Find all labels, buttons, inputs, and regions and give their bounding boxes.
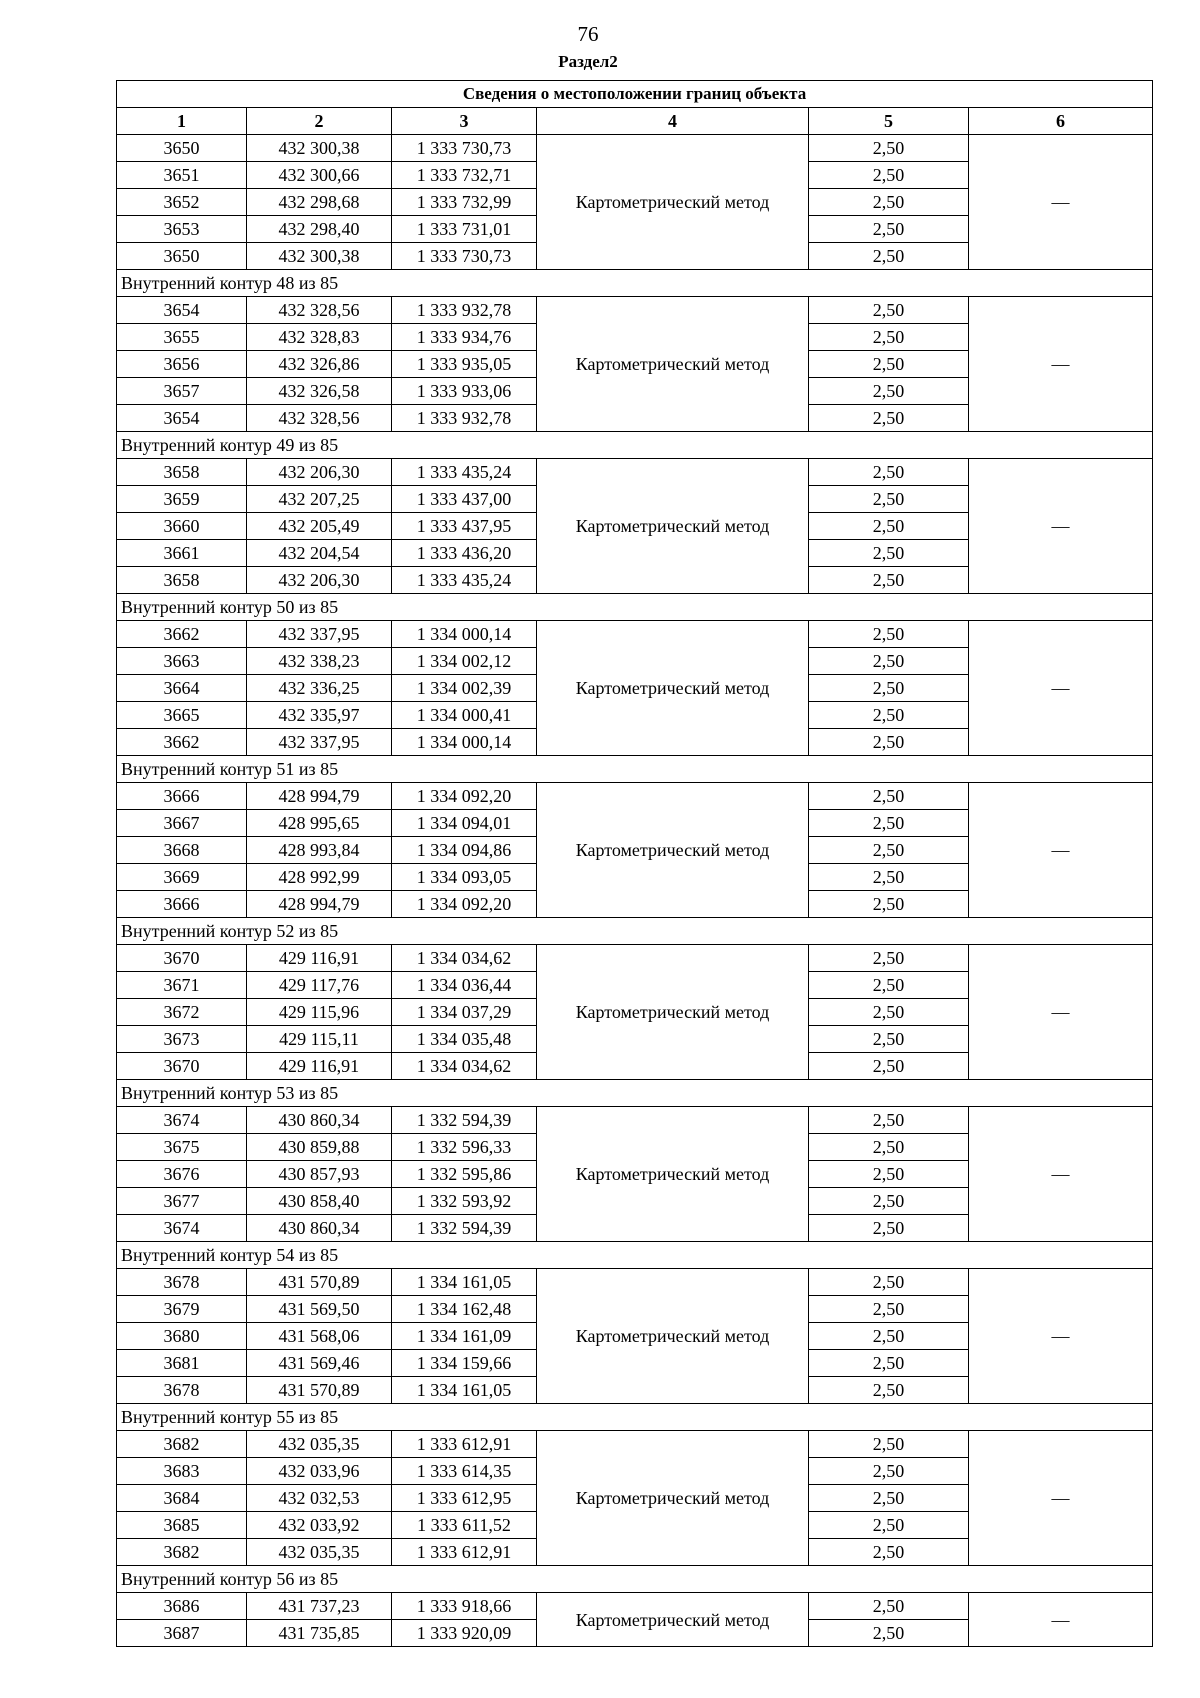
page-number: 76 <box>577 22 599 46</box>
x-coordinate-cell: 432 205,49 <box>247 513 392 540</box>
description-cell: — <box>969 1269 1153 1404</box>
x-coordinate-cell: 431 737,23 <box>247 1593 392 1620</box>
x-coordinate-cell: 432 300,38 <box>247 243 392 270</box>
point-number-cell: 3666 <box>117 891 247 918</box>
y-coordinate-cell: 1 333 612,91 <box>392 1431 537 1458</box>
x-coordinate-cell: 429 116,91 <box>247 945 392 972</box>
column-header: 3 <box>392 108 537 135</box>
accuracy-cell: 2,50 <box>809 1269 969 1296</box>
accuracy-cell: 2,50 <box>809 459 969 486</box>
accuracy-cell: 2,50 <box>809 540 969 567</box>
point-number-cell: 3658 <box>117 567 247 594</box>
table-row <box>117 783 1153 810</box>
y-coordinate-cell: 1 333 732,99 <box>392 189 537 216</box>
x-coordinate-cell: 430 858,40 <box>247 1188 392 1215</box>
description-cell: — <box>969 459 1153 594</box>
method-cell: Картометрический метод <box>537 621 809 756</box>
point-number-cell: 3660 <box>117 513 247 540</box>
accuracy-cell: 2,50 <box>809 729 969 756</box>
point-number-cell: 3674 <box>117 1107 247 1134</box>
column-header-row <box>117 108 1153 135</box>
point-number-cell: 3651 <box>117 162 247 189</box>
x-coordinate-cell: 432 328,83 <box>247 324 392 351</box>
x-coordinate-cell: 431 569,50 <box>247 1296 392 1323</box>
contour-label: Внутренний контур 56 из 85 <box>117 1566 1153 1593</box>
table-row <box>117 1269 1153 1296</box>
point-number-cell: 3670 <box>117 945 247 972</box>
x-coordinate-cell: 432 035,35 <box>247 1431 392 1458</box>
y-coordinate-cell: 1 332 594,39 <box>392 1107 537 1134</box>
contour-label: Внутренний контур 49 из 85 <box>117 432 1153 459</box>
x-coordinate-cell: 429 117,76 <box>247 972 392 999</box>
point-number-cell: 3656 <box>117 351 247 378</box>
method-cell: Картометрический метод <box>537 297 809 432</box>
y-coordinate-cell: 1 333 730,73 <box>392 135 537 162</box>
description-cell: — <box>969 1593 1153 1647</box>
method-cell: Картометрический метод <box>537 1269 809 1404</box>
x-coordinate-cell: 432 337,95 <box>247 621 392 648</box>
x-coordinate-cell: 428 993,84 <box>247 837 392 864</box>
contour-label: Внутренний контур 48 из 85 <box>117 270 1153 297</box>
column-header: 5 <box>809 108 969 135</box>
accuracy-cell: 2,50 <box>809 1188 969 1215</box>
point-number-cell: 3652 <box>117 189 247 216</box>
table-row <box>117 945 1153 972</box>
x-coordinate-cell: 432 035,35 <box>247 1539 392 1566</box>
x-coordinate-cell: 429 115,96 <box>247 999 392 1026</box>
accuracy-cell: 2,50 <box>809 891 969 918</box>
contour-row <box>117 918 1153 945</box>
point-number-cell: 3669 <box>117 864 247 891</box>
point-number-cell: 3678 <box>117 1377 247 1404</box>
y-coordinate-cell: 1 333 918,66 <box>392 1593 537 1620</box>
table-row <box>117 1593 1153 1620</box>
point-number-cell: 3659 <box>117 486 247 513</box>
table-row <box>117 621 1153 648</box>
contour-row <box>117 756 1153 783</box>
x-coordinate-cell: 432 207,25 <box>247 486 392 513</box>
accuracy-cell: 2,50 <box>809 1350 969 1377</box>
point-number-cell: 3685 <box>117 1512 247 1539</box>
y-coordinate-cell: 1 334 002,12 <box>392 648 537 675</box>
y-coordinate-cell: 1 333 934,76 <box>392 324 537 351</box>
point-number-cell: 3676 <box>117 1161 247 1188</box>
x-coordinate-cell: 432 335,97 <box>247 702 392 729</box>
point-number-cell: 3674 <box>117 1215 247 1242</box>
x-coordinate-cell: 430 860,34 <box>247 1107 392 1134</box>
y-coordinate-cell: 1 333 933,06 <box>392 378 537 405</box>
table-row <box>117 1107 1153 1134</box>
x-coordinate-cell: 432 206,30 <box>247 567 392 594</box>
point-number-cell: 3661 <box>117 540 247 567</box>
contour-row <box>117 432 1153 459</box>
y-coordinate-cell: 1 334 092,20 <box>392 783 537 810</box>
accuracy-cell: 2,50 <box>809 405 969 432</box>
accuracy-cell: 2,50 <box>809 1377 969 1404</box>
accuracy-cell: 2,50 <box>809 675 969 702</box>
point-number-cell: 3670 <box>117 1053 247 1080</box>
method-cell: Картометрический метод <box>537 945 809 1080</box>
contour-label: Внутренний контур 50 из 85 <box>117 594 1153 621</box>
accuracy-cell: 2,50 <box>809 351 969 378</box>
point-number-cell: 3658 <box>117 459 247 486</box>
x-coordinate-cell: 431 570,89 <box>247 1377 392 1404</box>
method-cell: Картометрический метод <box>537 1593 809 1647</box>
point-number-cell: 3663 <box>117 648 247 675</box>
accuracy-cell: 2,50 <box>809 648 969 675</box>
y-coordinate-cell: 1 333 732,71 <box>392 162 537 189</box>
point-number-cell: 3686 <box>117 1593 247 1620</box>
description-cell: — <box>969 783 1153 918</box>
method-cell: Картометрический метод <box>537 459 809 594</box>
y-coordinate-cell: 1 333 612,95 <box>392 1485 537 1512</box>
y-coordinate-cell: 1 333 614,35 <box>392 1458 537 1485</box>
point-number-cell: 3650 <box>117 135 247 162</box>
x-coordinate-cell: 430 857,93 <box>247 1161 392 1188</box>
contour-label: Внутренний контур 54 из 85 <box>117 1242 1153 1269</box>
accuracy-cell: 2,50 <box>809 513 969 540</box>
x-coordinate-cell: 432 298,68 <box>247 189 392 216</box>
y-coordinate-cell: 1 334 000,14 <box>392 729 537 756</box>
point-number-cell: 3684 <box>117 1485 247 1512</box>
point-number-cell: 3665 <box>117 702 247 729</box>
y-coordinate-cell: 1 333 611,52 <box>392 1512 537 1539</box>
contour-row <box>117 1080 1153 1107</box>
point-number-cell: 3671 <box>117 972 247 999</box>
table-caption: Сведения о местоположении границ объекта <box>117 81 1153 108</box>
x-coordinate-cell: 432 300,38 <box>247 135 392 162</box>
contour-row <box>117 1242 1153 1269</box>
contour-row <box>117 270 1153 297</box>
y-coordinate-cell: 1 333 435,24 <box>392 567 537 594</box>
x-coordinate-cell: 432 336,25 <box>247 675 392 702</box>
x-coordinate-cell: 432 206,30 <box>247 459 392 486</box>
y-coordinate-cell: 1 333 436,20 <box>392 540 537 567</box>
method-cell: Картометрический метод <box>537 1107 809 1242</box>
point-number-cell: 3666 <box>117 783 247 810</box>
method-cell: Картометрический метод <box>537 1431 809 1566</box>
x-coordinate-cell: 431 570,89 <box>247 1269 392 1296</box>
x-coordinate-cell: 428 994,79 <box>247 783 392 810</box>
x-coordinate-cell: 432 328,56 <box>247 405 392 432</box>
accuracy-cell: 2,50 <box>809 1107 969 1134</box>
accuracy-cell: 2,50 <box>809 1134 969 1161</box>
x-coordinate-cell: 431 735,85 <box>247 1620 392 1647</box>
y-coordinate-cell: 1 332 593,92 <box>392 1188 537 1215</box>
point-number-cell: 3662 <box>117 621 247 648</box>
accuracy-cell: 2,50 <box>809 243 969 270</box>
column-header: 1 <box>117 108 247 135</box>
y-coordinate-cell: 1 334 034,62 <box>392 945 537 972</box>
table-caption-row <box>117 81 1153 108</box>
y-coordinate-cell: 1 334 002,39 <box>392 675 537 702</box>
accuracy-cell: 2,50 <box>809 1323 969 1350</box>
description-cell: — <box>969 297 1153 432</box>
y-coordinate-cell: 1 333 730,73 <box>392 243 537 270</box>
accuracy-cell: 2,50 <box>809 1431 969 1458</box>
point-number-cell: 3679 <box>117 1296 247 1323</box>
x-coordinate-cell: 430 860,34 <box>247 1215 392 1242</box>
x-coordinate-cell: 432 298,40 <box>247 216 392 243</box>
y-coordinate-cell: 1 334 161,05 <box>392 1377 537 1404</box>
accuracy-cell: 2,50 <box>809 1485 969 1512</box>
point-number-cell: 3687 <box>117 1620 247 1647</box>
description-cell: — <box>969 945 1153 1080</box>
column-header: 6 <box>969 108 1153 135</box>
accuracy-cell: 2,50 <box>809 1593 969 1620</box>
point-number-cell: 3681 <box>117 1350 247 1377</box>
description-cell: — <box>969 1107 1153 1242</box>
column-header: 4 <box>537 108 809 135</box>
point-number-cell: 3678 <box>117 1269 247 1296</box>
x-coordinate-cell: 432 033,96 <box>247 1458 392 1485</box>
y-coordinate-cell: 1 334 162,48 <box>392 1296 537 1323</box>
point-number-cell: 3668 <box>117 837 247 864</box>
y-coordinate-cell: 1 334 161,05 <box>392 1269 537 1296</box>
accuracy-cell: 2,50 <box>809 216 969 243</box>
y-coordinate-cell: 1 333 435,24 <box>392 459 537 486</box>
accuracy-cell: 2,50 <box>809 1620 969 1647</box>
y-coordinate-cell: 1 334 092,20 <box>392 891 537 918</box>
y-coordinate-cell: 1 334 000,41 <box>392 702 537 729</box>
y-coordinate-cell: 1 334 000,14 <box>392 621 537 648</box>
point-number-cell: 3655 <box>117 324 247 351</box>
point-number-cell: 3657 <box>117 378 247 405</box>
x-coordinate-cell: 431 569,46 <box>247 1350 392 1377</box>
contour-label: Внутренний контур 53 из 85 <box>117 1080 1153 1107</box>
table-row <box>117 459 1153 486</box>
accuracy-cell: 2,50 <box>809 1161 969 1188</box>
y-coordinate-cell: 1 334 094,86 <box>392 837 537 864</box>
x-coordinate-cell: 432 328,56 <box>247 297 392 324</box>
accuracy-cell: 2,50 <box>809 1512 969 1539</box>
x-coordinate-cell: 432 204,54 <box>247 540 392 567</box>
boundary-coordinates-table <box>116 80 1153 1647</box>
accuracy-cell: 2,50 <box>809 999 969 1026</box>
contour-row <box>117 594 1153 621</box>
x-coordinate-cell: 432 300,66 <box>247 162 392 189</box>
description-cell: — <box>969 135 1153 270</box>
accuracy-cell: 2,50 <box>809 486 969 513</box>
x-coordinate-cell: 432 326,86 <box>247 351 392 378</box>
y-coordinate-cell: 1 334 093,05 <box>392 864 537 891</box>
x-coordinate-cell: 432 337,95 <box>247 729 392 756</box>
point-number-cell: 3680 <box>117 1323 247 1350</box>
accuracy-cell: 2,50 <box>809 1026 969 1053</box>
x-coordinate-cell: 429 115,11 <box>247 1026 392 1053</box>
accuracy-cell: 2,50 <box>809 621 969 648</box>
y-coordinate-cell: 1 334 036,44 <box>392 972 537 999</box>
accuracy-cell: 2,50 <box>809 810 969 837</box>
accuracy-cell: 2,50 <box>809 945 969 972</box>
point-number-cell: 3654 <box>117 405 247 432</box>
y-coordinate-cell: 1 334 034,62 <box>392 1053 537 1080</box>
accuracy-cell: 2,50 <box>809 783 969 810</box>
table-body <box>117 135 1153 1647</box>
point-number-cell: 3677 <box>117 1188 247 1215</box>
accuracy-cell: 2,50 <box>809 1053 969 1080</box>
x-coordinate-cell: 432 338,23 <box>247 648 392 675</box>
x-coordinate-cell: 432 033,92 <box>247 1512 392 1539</box>
contour-label: Внутренний контур 51 из 85 <box>117 756 1153 783</box>
accuracy-cell: 2,50 <box>809 324 969 351</box>
y-coordinate-cell: 1 333 935,05 <box>392 351 537 378</box>
accuracy-cell: 2,50 <box>809 972 969 999</box>
column-header: 2 <box>247 108 392 135</box>
point-number-cell: 3682 <box>117 1431 247 1458</box>
y-coordinate-cell: 1 333 731,01 <box>392 216 537 243</box>
x-coordinate-cell: 432 032,53 <box>247 1485 392 1512</box>
method-cell: Картометрический метод <box>537 135 809 270</box>
y-coordinate-cell: 1 334 035,48 <box>392 1026 537 1053</box>
point-number-cell: 3667 <box>117 810 247 837</box>
point-number-cell: 3650 <box>117 243 247 270</box>
point-number-cell: 3664 <box>117 675 247 702</box>
point-number-cell: 3682 <box>117 1539 247 1566</box>
contour-row <box>117 1404 1153 1431</box>
point-number-cell: 3653 <box>117 216 247 243</box>
point-number-cell: 3654 <box>117 297 247 324</box>
accuracy-cell: 2,50 <box>809 189 969 216</box>
x-coordinate-cell: 428 995,65 <box>247 810 392 837</box>
y-coordinate-cell: 1 332 595,86 <box>392 1161 537 1188</box>
x-coordinate-cell: 432 326,58 <box>247 378 392 405</box>
description-cell: — <box>969 1431 1153 1566</box>
y-coordinate-cell: 1 334 159,66 <box>392 1350 537 1377</box>
contour-row <box>117 1566 1153 1593</box>
accuracy-cell: 2,50 <box>809 162 969 189</box>
table-row <box>117 297 1153 324</box>
x-coordinate-cell: 430 859,88 <box>247 1134 392 1161</box>
x-coordinate-cell: 429 116,91 <box>247 1053 392 1080</box>
y-coordinate-cell: 1 334 094,01 <box>392 810 537 837</box>
point-number-cell: 3673 <box>117 1026 247 1053</box>
accuracy-cell: 2,50 <box>809 837 969 864</box>
accuracy-cell: 2,50 <box>809 297 969 324</box>
y-coordinate-cell: 1 333 920,09 <box>392 1620 537 1647</box>
accuracy-cell: 2,50 <box>809 864 969 891</box>
contour-label: Внутренний контур 52 из 85 <box>117 918 1153 945</box>
table-row <box>117 1431 1153 1458</box>
section-title: Раздел2 <box>558 52 618 71</box>
x-coordinate-cell: 428 994,79 <box>247 891 392 918</box>
y-coordinate-cell: 1 334 161,09 <box>392 1323 537 1350</box>
y-coordinate-cell: 1 332 594,39 <box>392 1215 537 1242</box>
table-row <box>117 135 1153 162</box>
description-cell: — <box>969 621 1153 756</box>
y-coordinate-cell: 1 333 437,00 <box>392 486 537 513</box>
y-coordinate-cell: 1 333 932,78 <box>392 297 537 324</box>
accuracy-cell: 2,50 <box>809 1296 969 1323</box>
y-coordinate-cell: 1 333 932,78 <box>392 405 537 432</box>
y-coordinate-cell: 1 332 596,33 <box>392 1134 537 1161</box>
point-number-cell: 3675 <box>117 1134 247 1161</box>
accuracy-cell: 2,50 <box>809 135 969 162</box>
x-coordinate-cell: 431 568,06 <box>247 1323 392 1350</box>
point-number-cell: 3683 <box>117 1458 247 1485</box>
accuracy-cell: 2,50 <box>809 1458 969 1485</box>
y-coordinate-cell: 1 333 437,95 <box>392 513 537 540</box>
accuracy-cell: 2,50 <box>809 1539 969 1566</box>
y-coordinate-cell: 1 334 037,29 <box>392 999 537 1026</box>
accuracy-cell: 2,50 <box>809 702 969 729</box>
accuracy-cell: 2,50 <box>809 378 969 405</box>
accuracy-cell: 2,50 <box>809 1215 969 1242</box>
point-number-cell: 3672 <box>117 999 247 1026</box>
method-cell: Картометрический метод <box>537 783 809 918</box>
point-number-cell: 3662 <box>117 729 247 756</box>
accuracy-cell: 2,50 <box>809 567 969 594</box>
y-coordinate-cell: 1 333 612,91 <box>392 1539 537 1566</box>
x-coordinate-cell: 428 992,99 <box>247 864 392 891</box>
contour-label: Внутренний контур 55 из 85 <box>117 1404 1153 1431</box>
